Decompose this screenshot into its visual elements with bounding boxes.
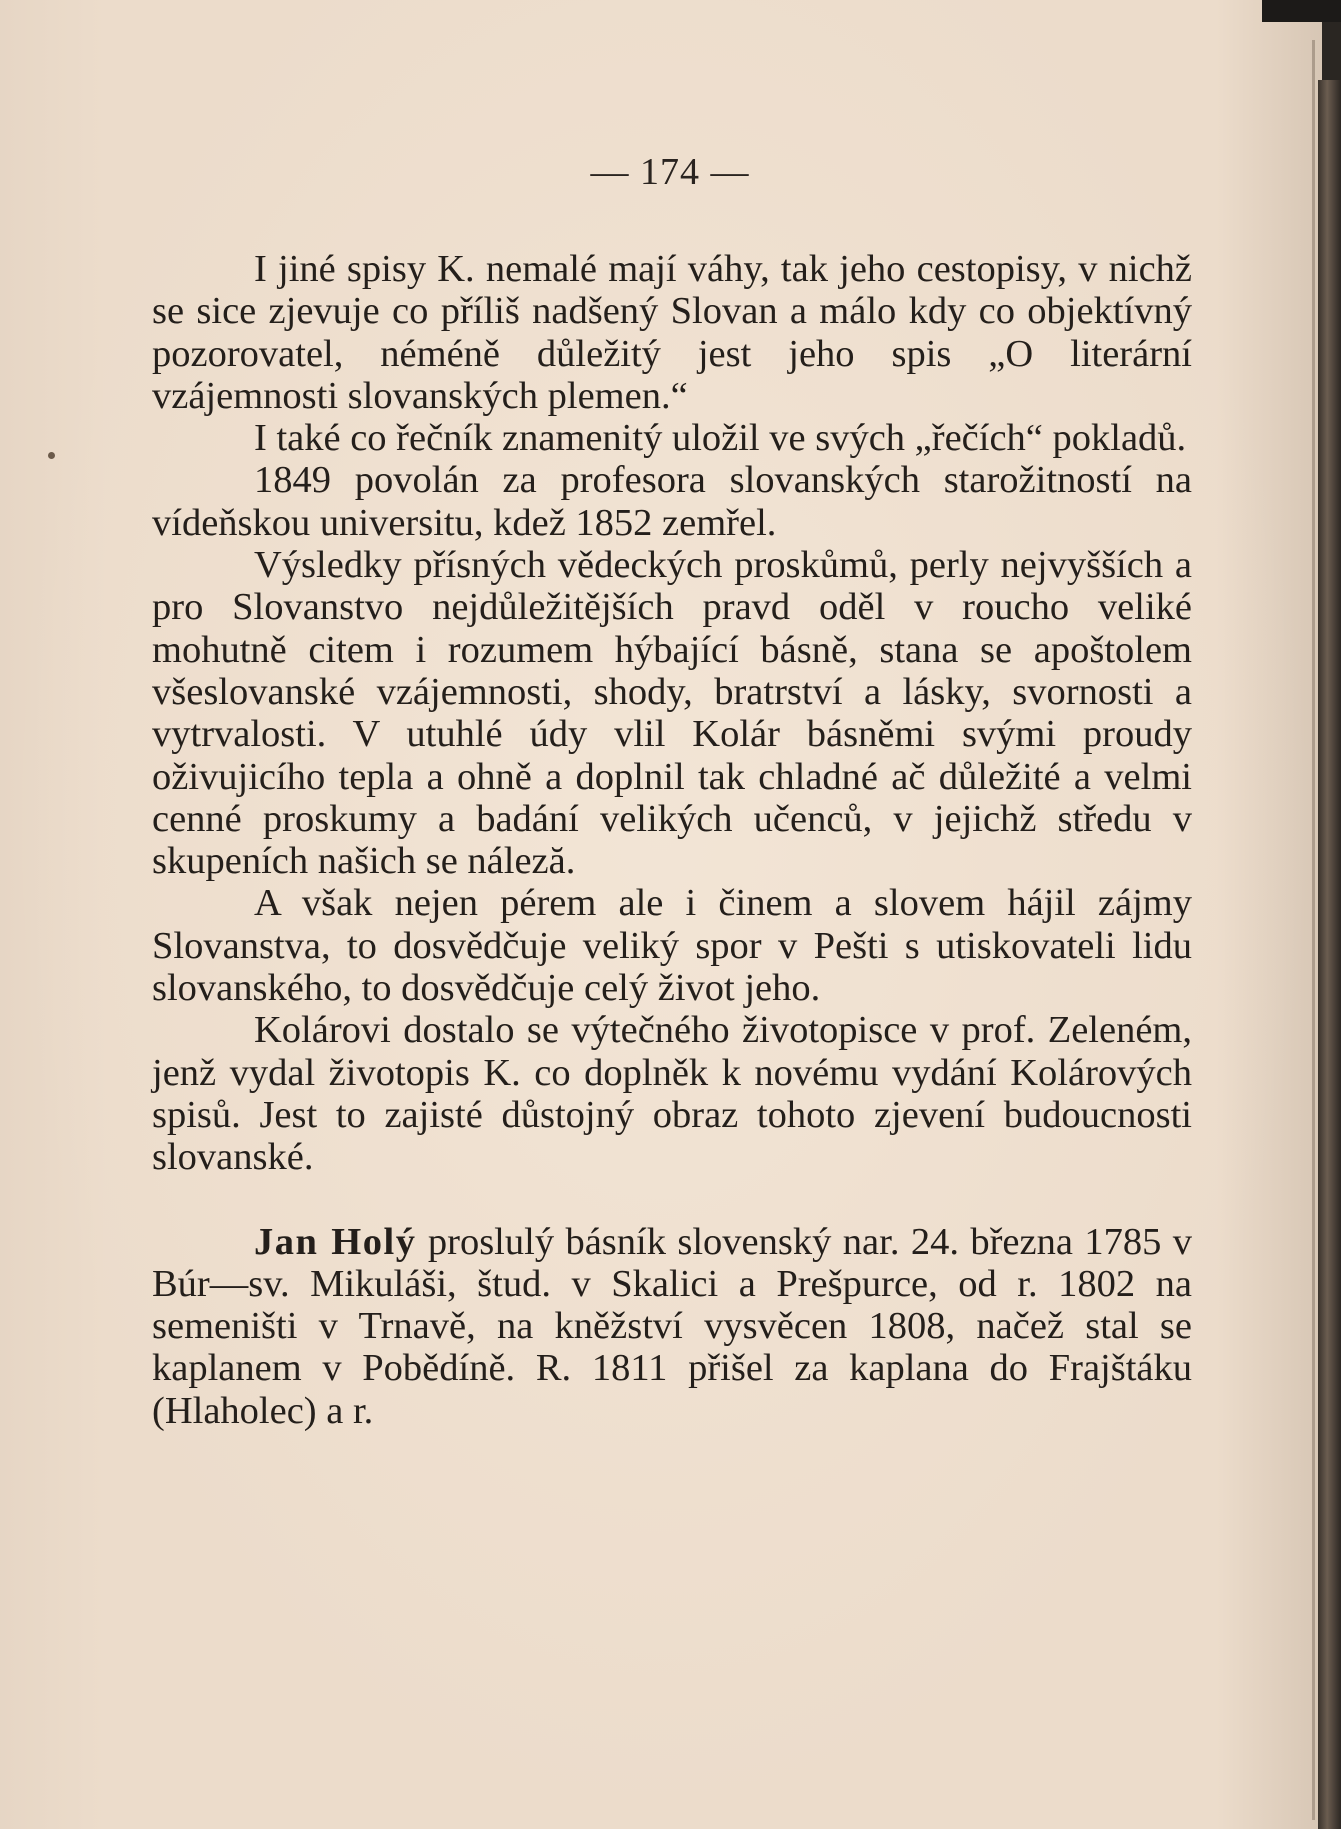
- paragraph-speeches: I také co řečník znamenitý uložil ve svých „řečích“ pokladů.: [254, 417, 1187, 460]
- paragraph-deeds: A však nejen pérem ale i činem a slovem hájil zájmy Slovanstva, to dosvědčuje veliký spor v Pešti s utiskovateli lidu slovanského, to dosvědčuje celý život jeho.: [152, 882, 1192, 1010]
- entry-text: proslulý básník slovenský nar. 24. března 1785 v Búr—sv. Mikuláši, štud. v Skalici a Prešpurce, od r. 1802 na semeništi v Trnavě, na kněžství vysvěcen 1808, načež stal se kaplanem v Pobědíně. R. 1811 přišel za kaplana do Frajštáku (Hlaholec) a r.: [152, 1220, 1192, 1432]
- entry-name: Jan Holý: [254, 1220, 417, 1263]
- paragraph-professorship: 1849 povolán za profesora slovanských starožitností na vídeňskou universitu, kdež 1852 zemřel.: [152, 459, 1192, 544]
- book-spine: [1318, 80, 1341, 1829]
- scan-border-top: [1262, 0, 1341, 22]
- margin-mark: [48, 452, 55, 459]
- page-gutter-shadow: [1312, 40, 1315, 1820]
- paragraph-works: I jiné spisy K. nemalé mají váhy, tak jeho cestopisy, v nichž se sice zjevuje co příliš nadšený Slovan a málo kdy co objektívný pozorovatel, néméně důležitý jest jeho spis „O literární vzájemnosti slovanských plemen.“: [152, 248, 1192, 417]
- entry-jan-holy: [152, 1221, 1192, 1432]
- page-number: — 174 —: [590, 151, 750, 193]
- paragraph-legacy: Výsledky přísných vědeckých proskůmů, perly nejvyšších a pro Slovanstvo nejdůležitějších pravd oděl v roucho veliké mohutně citem i rozumem hýbající básně, stana se apoštolem všeslovanské vzájemnosti, shody, bratrství a lásky, svornosti a vytrvalosti. V utuhlé údy vlil Kolár básněmi svými proudy oživujicího tepla a ohně a doplnil tak chladné ač důležité a velmi cenné proskumy a badání velikých učenců, v jejichž středu v skupeních našich se náleză.: [152, 544, 1192, 883]
- section-gap: [152, 1179, 1192, 1221]
- paragraph-biographer: Kolárovi dostalo se výtečného životopisce v prof. Zeleném, jenž vydal životopis K. co doplněk k novému vydání Kolárových spisů. Jest to zajisté důstojný obraz tohoto zjevení budoucnosti slovanské.: [152, 1009, 1192, 1179]
- body-text: [152, 248, 1192, 1432]
